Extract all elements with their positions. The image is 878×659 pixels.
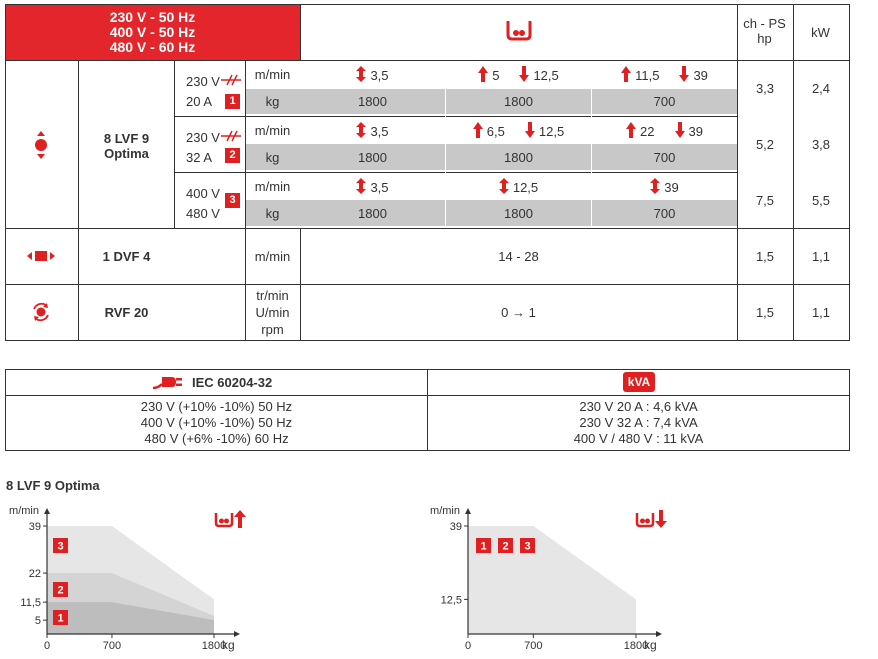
supply-line-1: 230 V (+10% -10%) 50 Hz: [140, 399, 293, 414]
row3-ps: 7,5: [755, 193, 775, 208]
load-cell-r3-c3: 700: [653, 206, 676, 221]
y-axis-label: m/min: [9, 505, 39, 517]
x-axis-label: kg: [222, 638, 235, 652]
y-axis-arrow-icon: [465, 508, 471, 514]
speed-cell-r2-c1: [300, 122, 445, 141]
up-down-arrow-icon: [356, 122, 366, 141]
row2-phase-icon: [221, 130, 241, 142]
chart-badge-2: [53, 582, 68, 597]
up-down-arrow-icon: [650, 178, 660, 197]
load-cell-r2-c3: 700: [653, 150, 676, 165]
x-axis-arrow-icon: [234, 631, 240, 637]
power-ps-label: ch - PS: [743, 16, 786, 31]
row3-unit-load: kg: [265, 206, 280, 221]
row1-ps: 3,3: [755, 81, 775, 96]
x-axis-label: kg: [644, 638, 657, 652]
trolley-kw: 1,1: [811, 249, 831, 264]
supply-standard: IEC 60204-32: [192, 375, 273, 390]
speed-cell-r3-c3: [592, 178, 737, 197]
rotation-unit-2: U/min: [255, 305, 290, 320]
x-tick-label: 700: [524, 640, 543, 652]
svg-text:1: 1: [57, 612, 64, 625]
trolley-unit: m/min: [254, 249, 291, 264]
load-cell-r3-c2: 1800: [504, 206, 533, 221]
y-axis-label: m/min: [430, 505, 460, 517]
chart-badge-2: [498, 538, 513, 553]
kva-label: kVA: [627, 375, 651, 389]
chart-badge-1: [476, 538, 491, 553]
down-arrow-icon: [675, 122, 685, 141]
x-tick-label: 1800: [623, 640, 649, 652]
hoist-model-line1: 8 LVF 9: [103, 131, 150, 146]
speed-up-value: 6,5: [486, 124, 505, 139]
speed-down-value: 39: [693, 68, 708, 83]
voltage-label-2: 400 V - 50 Hz: [109, 24, 196, 40]
y-tick-label: 22: [28, 568, 41, 581]
trolley-ps: 1,5: [755, 249, 775, 264]
speed-value: 3,5: [370, 180, 389, 195]
speed-cell-r1-c2: [446, 66, 591, 85]
x-tick-label: 700: [102, 640, 122, 652]
up-down-arrow-icon: [499, 178, 509, 197]
rotation-ps: 1,5: [755, 305, 775, 320]
speed-value: 3,5: [370, 68, 389, 83]
rotation-model: RVF 20: [104, 305, 149, 320]
chart-hoist-down: [420, 500, 680, 659]
y-tick-label: 39: [28, 521, 41, 533]
load-cell-r1-c2: 1800: [504, 94, 533, 109]
speed-up-value: 22: [640, 124, 655, 139]
row3-badge: 3: [225, 193, 240, 208]
svg-text:1: 1: [480, 540, 487, 553]
row2-unit-speed: m/min: [254, 123, 291, 138]
svg-text:3: 3: [57, 540, 64, 553]
svg-text:2: 2: [57, 584, 64, 597]
row1-kw: 2,4: [811, 81, 831, 96]
row1-unit-load: kg: [265, 94, 280, 109]
row1-current: 20 A: [186, 94, 213, 109]
rotation-unit-3: rpm: [261, 322, 284, 337]
speed-up-value: 11,5: [635, 68, 660, 83]
area-series-1-2-3: [468, 526, 636, 634]
row3-unit-speed: m/min: [254, 179, 291, 194]
load-cell-r1-c1: 1800: [358, 94, 387, 109]
speed-cell-r2-c3: [592, 122, 737, 141]
speed-down-value: 39: [688, 124, 703, 139]
speed-cell-r3-c1: [300, 178, 445, 197]
load-cell-r2-c1: 1800: [358, 150, 387, 165]
row2-badge: 2: [225, 148, 240, 163]
y-tick-label: 11,5: [20, 597, 41, 610]
hoist-motion-icon: [33, 131, 49, 159]
speed-value: 39: [664, 180, 679, 195]
up-arrow-icon: [621, 66, 631, 85]
hook-down-icon: [637, 510, 667, 528]
kva-line-2: 230 V 32 A : 7,4 kVA: [579, 415, 698, 430]
power-hp-label: hp: [757, 31, 772, 46]
y-tick-label: 12,5: [440, 594, 462, 607]
row2-unit-load: kg: [265, 150, 280, 165]
speed-cell-r1-c1: [300, 66, 445, 85]
up-down-arrow-icon: [356, 178, 366, 197]
down-arrow-icon: [519, 66, 529, 85]
y-tick-label: 39: [449, 521, 462, 533]
load-cell-r1-c3: 700: [653, 94, 676, 109]
chart-badge-1: [53, 610, 68, 625]
chart-hoist-up: [0, 500, 260, 659]
chart-badge-3: [53, 538, 68, 553]
up-arrow-icon: [626, 122, 636, 141]
power-kw-label: kW: [811, 25, 830, 40]
svg-text:2: 2: [502, 540, 509, 553]
speed-cell-r2-c2: [446, 122, 591, 141]
x-tick-label: 1800: [201, 640, 227, 652]
up-arrow-icon: [473, 122, 483, 141]
speed-down-value: 12,5: [533, 68, 559, 83]
rotation-kw: 1,1: [811, 305, 831, 320]
plug-icon: [152, 372, 186, 392]
trolley-value: 14 - 28: [498, 249, 539, 264]
hoist-hook-icon: [505, 17, 533, 43]
chart-badge-3: [520, 538, 535, 553]
row1-unit-speed: m/min: [254, 67, 291, 82]
up-down-arrow-icon: [356, 66, 366, 85]
speed-up-value: 5: [492, 68, 500, 83]
row2-current: 32 A: [186, 150, 213, 165]
trolley-model: 1 DVF 4: [102, 249, 151, 264]
row1-phase-icon: [221, 74, 241, 86]
x-axis-arrow-icon: [656, 631, 662, 637]
kva-line-3: 400 V / 480 V : 11 kVA: [573, 431, 704, 446]
row1-badge: 1: [225, 94, 240, 109]
down-arrow-icon: [525, 122, 535, 141]
kva-line-1: 230 V 20 A : 4,6 kVA: [579, 399, 698, 414]
x-tick-label: 0: [43, 640, 51, 652]
svg-text:3: 3: [524, 540, 531, 553]
hook-up-icon: [216, 510, 246, 528]
row2-ps: 5,2: [755, 137, 775, 152]
rotation-value: 0 → 1: [501, 305, 536, 320]
row2-voltage: 230 V: [186, 130, 220, 145]
row3-voltage: 400 V: [186, 186, 220, 201]
voltage-label-3: 480 V - 60 Hz: [109, 39, 196, 55]
speed-value: 12,5: [512, 180, 539, 195]
voltage-header: [5, 5, 300, 60]
charts-title: 8 LVF 9 Optima: [6, 478, 100, 493]
speed-value: 3,5: [370, 124, 389, 139]
speed-down-value: 12,5: [538, 124, 565, 139]
y-axis-arrow-icon: [44, 508, 50, 514]
trolley-motion-icon: [27, 249, 55, 263]
hoist-model-line2: Optima: [104, 146, 149, 161]
rotation-icon: [31, 302, 51, 322]
row1-voltage: 230 V: [186, 74, 220, 89]
load-cell-r3-c1: 1800: [358, 206, 387, 221]
speed-cell-r1-c3: [592, 66, 737, 85]
row2-kw: 3,8: [811, 137, 831, 152]
speed-cell-r3-c2: [446, 178, 591, 197]
voltage-label-1: 230 V - 50 Hz: [109, 9, 196, 25]
supply-line-3: 480 V (+6% -10%) 60 Hz: [144, 431, 289, 446]
rotation-unit-1: tr/min: [256, 288, 289, 303]
supply-line-2: 400 V (+10% -10%) 50 Hz: [140, 415, 293, 430]
row3-current: 480 V: [186, 206, 220, 221]
up-arrow-icon: [478, 66, 488, 85]
kva-badge: [623, 372, 655, 392]
down-arrow-icon: [679, 66, 689, 85]
y-tick-label: 5: [34, 615, 41, 628]
row3-kw: 5,5: [811, 193, 831, 208]
load-cell-r2-c2: 1800: [504, 150, 533, 165]
x-tick-label: 0: [464, 640, 472, 652]
